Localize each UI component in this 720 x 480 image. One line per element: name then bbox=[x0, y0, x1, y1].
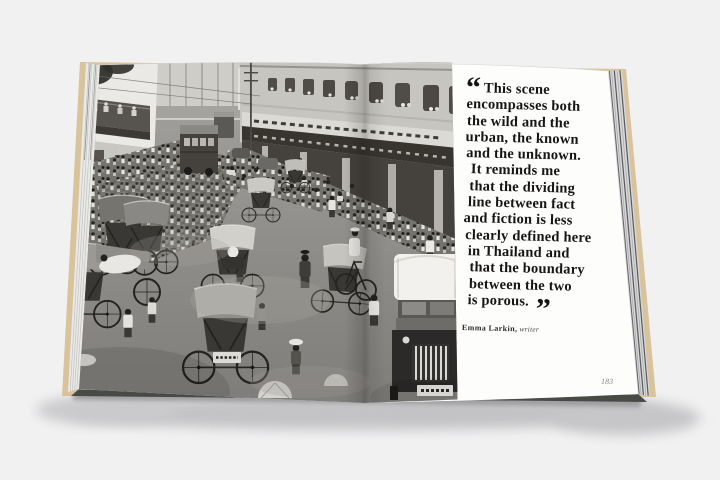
quote-line: is porous. ” bbox=[467, 291, 550, 326]
quote-line: urban, the known bbox=[465, 128, 579, 148]
distant-rickshaw bbox=[232, 148, 250, 158]
distant-buildings bbox=[156, 60, 250, 120]
quote-line: the wild and the bbox=[466, 112, 570, 132]
quote-line: clearly defined here bbox=[465, 226, 592, 246]
quote-line: between the two bbox=[468, 275, 573, 295]
quote-line: It reminds me bbox=[470, 161, 561, 180]
attribution-role: writer bbox=[519, 324, 540, 335]
gutter-shadow bbox=[336, 55, 394, 410]
quote-line: line between fact bbox=[467, 194, 576, 213]
pull-quote bbox=[460, 71, 624, 340]
quote-line: encompasses both bbox=[466, 96, 581, 116]
quote-line: that the dividing bbox=[469, 177, 576, 197]
quote-line: in Thailand and bbox=[467, 243, 570, 262]
quote-line: and the unknown. bbox=[466, 145, 582, 165]
close-quote-mark: ” bbox=[535, 292, 550, 326]
quote-line: “ This scene bbox=[465, 71, 551, 105]
quote-line: that the boundary bbox=[469, 259, 585, 279]
distant-rickshaw bbox=[258, 158, 278, 169]
page-number: 183 bbox=[600, 376, 614, 387]
quote-line: and fiction is less bbox=[463, 210, 573, 230]
open-quote-mark: “ bbox=[465, 71, 480, 105]
rickshaw-license-plate bbox=[213, 352, 241, 363]
attribution-name: Emma Larkin, bbox=[461, 323, 518, 334]
